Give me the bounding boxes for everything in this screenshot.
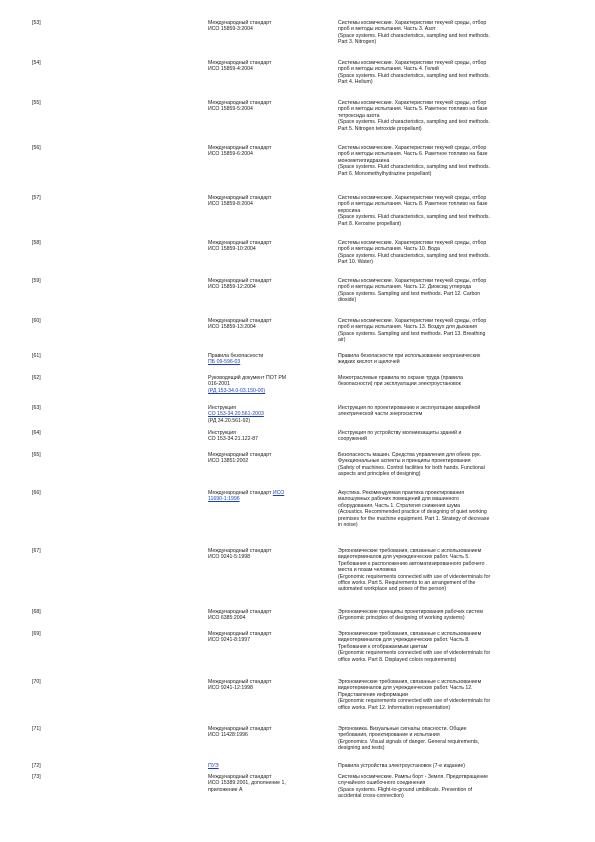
document-text: Международный стандарт [208, 679, 272, 685]
reference-title [338, 240, 566, 266]
reference-number: [54] [32, 60, 41, 66]
document-line [208, 66, 330, 72]
reference-document [208, 20, 330, 33]
reference-title [338, 774, 566, 800]
document-text: Международный стандарт [208, 278, 272, 284]
document-text: Международный стандарт [208, 100, 272, 106]
title-line: керосина [338, 207, 361, 214]
document-text: Международный стандарт [208, 20, 272, 26]
document-link[interactable]: ПУЭ [208, 763, 219, 769]
document-line [208, 418, 330, 424]
title-line: видеотерминалов для учрежденческих работ. Часть 12. [338, 685, 473, 692]
title-line: (Space systems. Fluid characteristics, sampling and test methods. [338, 214, 490, 221]
title-line: электрической части энергосистем [338, 411, 423, 418]
document-line [208, 106, 330, 112]
document-line [208, 151, 330, 157]
document-link[interactable]: ИСО [272, 490, 285, 496]
document-link[interactable]: (РД 153-34.0-03.150-00) [208, 387, 266, 394]
document-text: Международный стандарт [208, 490, 272, 496]
document-line [208, 324, 330, 330]
title-line: Безопасность машин. Средства управления для обеих рук. [338, 452, 481, 458]
title-line: Эргономические требования, связанные с использованием [338, 631, 482, 637]
title-line: dioxide) [338, 297, 357, 304]
title-line: Системы космические. Характеристики текучей среды, отбор [338, 100, 487, 106]
document-line [208, 359, 330, 365]
title-line: in noise) [338, 522, 358, 529]
title-line: видеотерминалов для учрежденческих работ. Часть 8. [338, 637, 470, 644]
reference-title [338, 60, 566, 86]
title-line: (Space systems. Sampling and test methods. Part 13. Breathing [338, 330, 486, 337]
document-line [208, 201, 330, 207]
document-line [208, 388, 330, 394]
reference-document [208, 452, 330, 465]
document-text: ИСО 15859-3:2004 [208, 26, 253, 33]
title-line: (Space systems. Fluid characteristics, sampling and test methods. [338, 32, 490, 39]
title-line: проб и методы испытания. Часть 8. Ракетное топливо на базе [338, 201, 488, 208]
document-text: Международный стандарт [208, 548, 272, 554]
document-line [208, 763, 330, 769]
reference-document [208, 774, 330, 793]
reference-number: [64] [32, 430, 41, 436]
title-line: (Space systems. Fluid characteristics, sampling and test methods. [338, 72, 490, 79]
title-line: premises for the machine equipment. Part 1. Strategy of decrease [338, 515, 490, 522]
document-text: ИСО 15859-12:2004 [208, 284, 256, 291]
document-text: Международный стандарт [208, 318, 272, 324]
document-text: (РД 34.20.561-92) [208, 417, 251, 424]
document-text: ИСО 15859-4:2004 [208, 66, 253, 73]
title-line: Эргономические принципы проектирования рабочих систем [338, 609, 483, 615]
document-text: приложение А [208, 786, 243, 793]
document-text: СО 153-34.21.122-87 [208, 436, 259, 443]
title-line: Системы космические. Рампы борт - Земля. Предотвращение [338, 774, 489, 780]
reference-number: [58] [32, 240, 41, 246]
document-text: 016-2001 [208, 381, 230, 388]
title-line: Эргономические требования, связанные с использованием [338, 679, 482, 685]
title-line: Системы космические. Характеристики текучей среды, отбор [338, 278, 487, 284]
title-line: места и позам человека [338, 567, 397, 574]
document-text: Правила безопасности [208, 353, 264, 359]
reference-document [208, 318, 330, 331]
title-line: жидких кислот и щелочей [338, 359, 400, 366]
document-link[interactable]: ПБ 09-596-03 [208, 359, 241, 366]
title-line: Part 4. Helium) [338, 79, 373, 86]
title-line: сооружений [338, 436, 367, 443]
document-text: ИСО 9241-12:1998 [208, 685, 253, 692]
document-text: Международный стандарт [208, 145, 272, 151]
title-line: Требования к отображаемым цветам [338, 643, 428, 650]
title-line: проб и методы испытания. Часть 4. Гелий [338, 66, 439, 73]
document-text: Международный стандарт [208, 609, 272, 615]
title-line: проб и методы испытания. Часть 5. Ракетное топливо на базе [338, 106, 488, 113]
reference-title [338, 278, 566, 304]
reference-title [338, 145, 566, 177]
title-line: Системы космические. Характеристики текучей среды, отбор [338, 318, 487, 324]
title-line: office works. Part 12. Information representation) [338, 704, 451, 711]
reference-number: [65] [32, 452, 41, 458]
title-line: безопасности) при эксплуатации электроустановок [338, 381, 461, 388]
reference-title [338, 430, 566, 443]
reference-title [338, 100, 566, 132]
reference-title [338, 353, 566, 366]
title-line: Системы космические. Характеристики текучей среды, отбор [338, 20, 487, 26]
title-line: aspects and principles of designing) [338, 471, 421, 478]
title-line: проб и методы испытания. Часть 13. Воздух для дыхания [338, 324, 477, 331]
reference-title [338, 318, 566, 344]
document-text: ИСО 9241-5:1998 [208, 554, 250, 561]
reference-document [208, 195, 330, 208]
document-text: ИСО 15859-5:2004 [208, 106, 253, 113]
title-line: Part 8. Kerosine propellant) [338, 220, 402, 227]
document-text: ИСО 15859-13:2004 [208, 324, 256, 331]
document-line [208, 496, 330, 502]
reference-title [338, 548, 566, 593]
reference-document [208, 375, 330, 394]
title-line: монометилгидразина [338, 157, 390, 164]
reference-document [208, 240, 330, 253]
title-line: Инструкция по проектированию и эксплуатации аварийной [338, 405, 481, 411]
document-link[interactable]: 11690-1:1996 [208, 496, 240, 503]
title-line: проб и методы испытания. Часть 3. Азот [338, 26, 436, 33]
document-text: Международный стандарт [208, 60, 272, 66]
title-line: Инструкция по устройству молниезащиты зданий и [338, 430, 462, 436]
reference-title [338, 726, 566, 752]
document-text: Инструкция [208, 405, 236, 411]
document-line [208, 246, 330, 252]
reference-number: [71] [32, 726, 41, 732]
document-line [208, 637, 330, 643]
title-line: accidental cross-connection) [338, 793, 404, 800]
title-line: Представление информации [338, 691, 408, 698]
document-text: ИСО 11428:1996 [208, 732, 248, 739]
title-line: (Ergonomic requirements connected with use of videoterminals for [338, 698, 491, 705]
reference-number: [60] [32, 318, 41, 324]
document-text: Международный стандарт [208, 452, 272, 458]
document-line [208, 554, 330, 560]
title-line: проб и методы испытания. Часть 12. Диоксид углерода [338, 284, 472, 291]
document-text: ИСО 15389:2001, дополнение 1, [208, 780, 286, 787]
reference-title [338, 375, 566, 388]
document-line [208, 732, 330, 738]
reference-number: [53] [32, 20, 41, 26]
title-line: Правила безопасности при использовании неорганических [338, 353, 481, 359]
document-link[interactable]: СО 153-34.20.561-2003 [208, 411, 264, 418]
document-line [208, 458, 330, 464]
reference-number: [72] [32, 763, 41, 769]
title-line: (Acoustics. Recommended practice of designing of quiet working [338, 509, 487, 516]
reference-document [208, 490, 330, 503]
title-line: Эргономические требования, связанные с использованием [338, 548, 482, 554]
title-line: (Space systems. Sampling and test methods. Part 12. Carbon [338, 290, 481, 297]
reference-number: [68] [32, 609, 41, 615]
reference-document [208, 430, 330, 443]
reference-document [208, 763, 330, 769]
title-line: Part 5. Nitrogen tetroxide propellant) [338, 125, 422, 132]
reference-document [208, 100, 330, 113]
title-line: видеотерминалов для учрежденческих работ. Часть 5. [338, 554, 470, 561]
reference-number: [62] [32, 375, 41, 381]
title-line: office works. Part 8. Displayed colors requirements) [338, 656, 457, 663]
title-line: оборудования. Часть 1. Стратегия снижения шума [338, 502, 461, 509]
document-text: Международный стандарт [208, 240, 272, 246]
reference-document [208, 609, 330, 622]
title-line: тетроксида азота [338, 112, 380, 119]
title-line: designing and tests) [338, 745, 385, 752]
title-line: проб и методы испытания. Часть 10. Вода [338, 246, 440, 253]
title-line: automated workplace and poses of the person) [338, 586, 447, 593]
title-line: (Ergonomic requirements connected with use of videoterminals for [338, 650, 491, 657]
title-line: Функциональные аспекты и принципы проектирования [338, 458, 471, 465]
document-line [208, 615, 330, 621]
reference-number: [57] [32, 195, 41, 201]
title-line: малошумных рабочих помещений для машинного [338, 496, 459, 503]
reference-number: [56] [32, 145, 41, 151]
reference-title [338, 195, 566, 227]
title-line: Part 10. Water) [338, 259, 373, 266]
reference-number: [67] [32, 548, 41, 554]
title-line: Межотраслевые правила по охране труда (правила [338, 375, 463, 381]
title-line: (Ergonomic principles of designing of working systems) [338, 615, 465, 622]
title-line: Системы космические. Характеристики текучей среды, отбор [338, 195, 487, 201]
reference-document [208, 60, 330, 73]
title-line: (Safety of machines. Control facilities for both hands. Functional [338, 464, 485, 471]
title-line: (Ergonomic requirements connected with use of videoterminals for [338, 573, 491, 580]
title-line: office works. Part 5. Requirements to an arrangement of the [338, 580, 476, 587]
title-line: air) [338, 337, 346, 344]
reference-title [338, 490, 566, 528]
reference-document [208, 726, 330, 739]
title-line: Эргономика. Визуальные сигналы опасности. Общие [338, 726, 467, 732]
reference-document [208, 679, 330, 692]
reference-title [338, 405, 566, 418]
reference-number: [70] [32, 679, 41, 685]
document-text: Международный стандарт [208, 774, 272, 780]
title-line: требования, проектирование и испытания [338, 732, 440, 739]
document-text: Инструкция [208, 430, 236, 436]
document-text: Международный стандарт [208, 631, 272, 637]
title-line: Правила устройства электроустановок (7-е издание) [338, 763, 466, 769]
document-line [208, 436, 330, 442]
reference-title [338, 20, 566, 46]
title-line: Part 6. Monomethylhydrazine propellant) [338, 170, 432, 177]
reference-title [338, 763, 566, 769]
reference-title [338, 452, 566, 478]
reference-title [338, 679, 566, 711]
title-line: Системы космические. Характеристики текучей среды, отбор [338, 240, 487, 246]
reference-number: [55] [32, 100, 41, 106]
document-text: ИСО 13851:2002 [208, 458, 249, 465]
reference-number: [61] [32, 353, 41, 359]
document-text: Руководящий документ ПОТ РМ [208, 375, 287, 381]
reference-document [208, 278, 330, 291]
title-line: Акустика. Рекомендуемая практика проектирования [338, 490, 465, 496]
reference-document [208, 145, 330, 158]
reference-document [208, 353, 330, 366]
title-line: (Space systems. Fluid characteristics, sampling and test methods. [338, 119, 490, 126]
title-line: проб и методы испытания. Часть 6. Ракетное топливо на базе [338, 151, 488, 158]
document-text: ИСО 6385:2004 [208, 615, 246, 622]
title-line: (Space systems. Flight-to-ground umbilicals. Prevention of [338, 786, 473, 793]
title-line: (Ergonomics. Visual signals of danger. General requirements, [338, 738, 480, 745]
document-text: ИСО 15859-8:2004 [208, 201, 253, 208]
title-line: Part 3. Nitrogen) [338, 39, 377, 46]
reference-number: [63] [32, 405, 41, 411]
reference-title [338, 609, 566, 622]
reference-number: [66] [32, 490, 41, 496]
title-line: Системы космические. Характеристики текучей среды, отбор [338, 60, 487, 66]
document-text: Международный стандарт [208, 726, 272, 732]
reference-number: [73] [32, 774, 41, 780]
reference-document [208, 631, 330, 644]
document-line [208, 26, 330, 32]
document-text: Международный стандарт [208, 195, 272, 201]
title-line: Требования к расположению автоматизированного рабочего [338, 560, 485, 567]
document-text: ИСО 9241-8:1997 [208, 637, 250, 644]
reference-number: [59] [32, 278, 41, 284]
title-line: (Space systems. Fluid characteristics, sampling and test methods. [338, 252, 490, 259]
document-line [208, 284, 330, 290]
document-line [208, 685, 330, 691]
reference-document [208, 405, 330, 424]
reference-title [338, 631, 566, 663]
document-text: ИСО 15859-6:2004 [208, 151, 253, 158]
title-line: случайного ошибочного соединения [338, 780, 426, 787]
reference-document [208, 548, 330, 561]
title-line: (Space systems. Fluid characteristics, sampling and test methods. [338, 164, 490, 171]
reference-number: [69] [32, 631, 41, 637]
title-line: Системы космические. Характеристики текучей среды, отбор [338, 145, 487, 151]
document-line [208, 787, 330, 793]
document-text: ИСО 15859-10:2004 [208, 246, 256, 253]
